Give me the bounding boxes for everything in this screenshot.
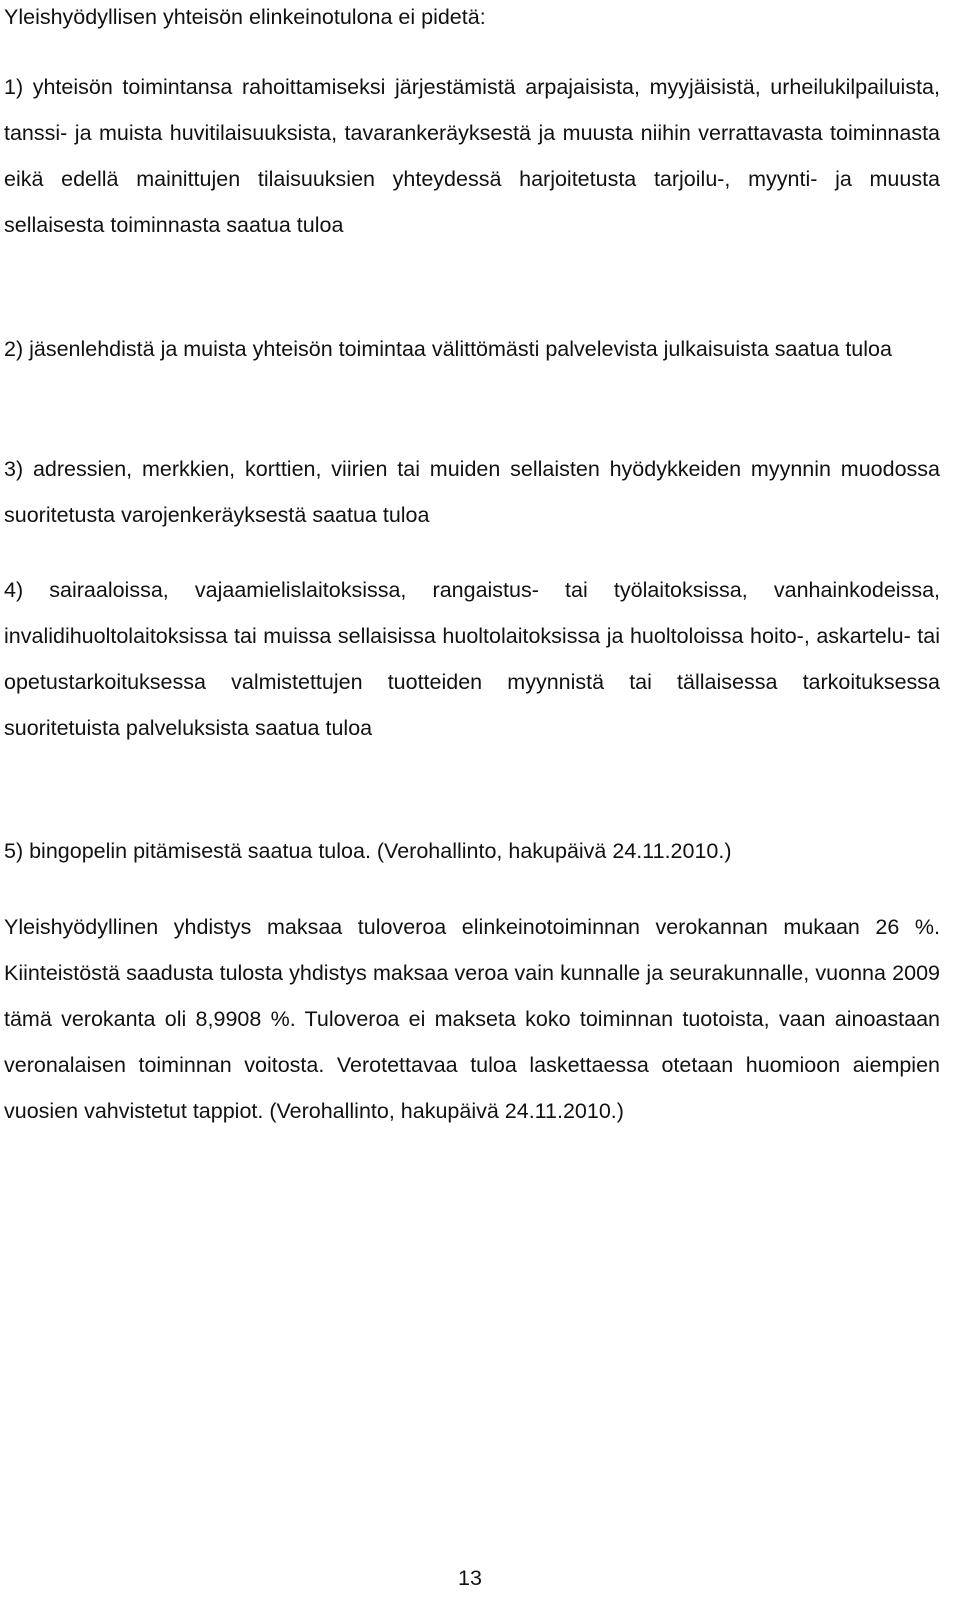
list-item-3: 3) adressien, merkkien, korttien, viirien tai muiden sellaisten hyödykkeiden myynnin muodossa suoritetusta varojenkeräyksestä saatua tuloa <box>4 457 940 527</box>
list-item-2: 2) jäsenlehdistä ja muista yhteisön toimintaa välittömästi palvelevista julkaisuista saatua tuloa <box>4 337 892 361</box>
page-number: 13 <box>458 1566 482 1590</box>
list-item-5: 5) bingopelin pitämisestä saatua tuloa. (Verohallinto, hakupäivä 24.11.2010.) <box>4 839 732 863</box>
list-item-4: 4) sairaaloissa, vajaamielislaitoksissa, rangaistus- tai työlaitoksissa, vanhainkodeissa, invalidihuoltolaitoksissa tai muissa sellaisissa huoltolaitoksissa ja huoltoloissa hoito-, askartelu- tai opetustarkoituksessa valmistettujen tuotteiden myynnistä tai tällaisessa tarkoituksessa suoritetuista palveluksista saatua tuloa <box>4 578 940 740</box>
section-heading: Yleishyödyllisen yhteisön elinkeinotulona ei pidetä: <box>4 5 486 29</box>
closing-paragraph: Yleishyödyllinen yhdistys maksaa tuloveroa elinkeinotoiminnan verokannan mukaan 26 %. Kiinteistöstä saadusta tulosta yhdistys maksaa veroa vain kunnalle ja seurakunnalle, vuonna 2009 tämä verokanta oli 8,9908 %. Tuloveroa ei makseta koko toiminnan tuotoista, vaan ainoastaan veronalaisen toiminnan voitosta. Verotettavaa tuloa laskettaessa otetaan huomioon aiempien vuosien vahvistetut tappiot. (Verohallinto, hakupäivä 24.11.2010.) <box>4 915 940 1123</box>
list-item-1: 1) yhteisön toimintansa rahoittamiseksi järjestämistä arpajaisista, myyjäisistä, urheilukilpailuista, tanssi- ja muista huvitilaisuuksista, tavarankeräyksestä ja muusta niihin verrattavasta toiminnasta eikä edellä mainittujen tilaisuuksien yhteydessä harjoitetusta tarjoilu-, myynti- ja muusta sellaisesta toiminnasta saatua tuloa <box>4 75 940 237</box>
